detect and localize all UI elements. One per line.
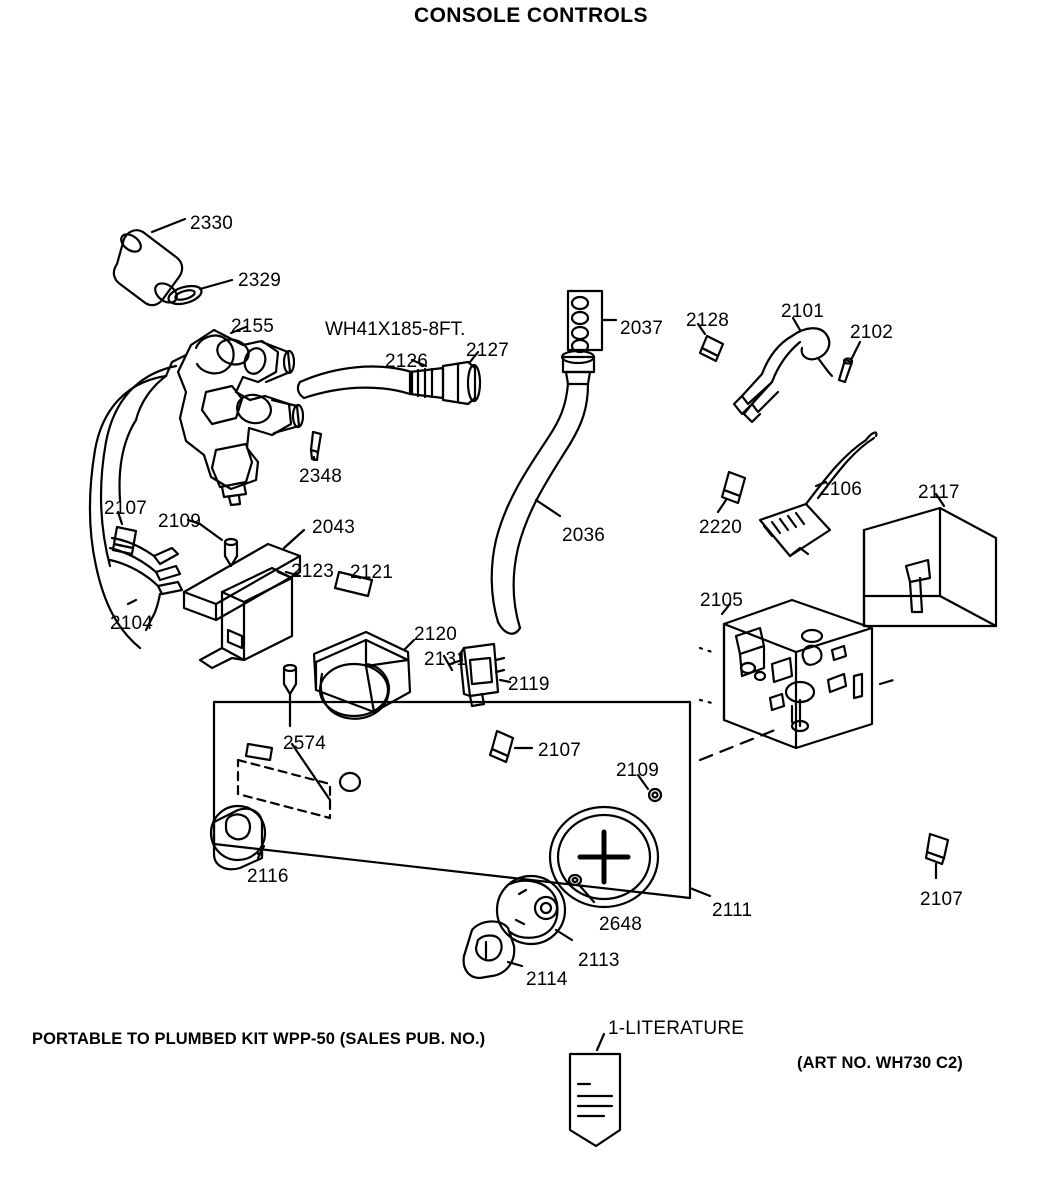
callout-2107-center: 2107	[538, 740, 582, 761]
part-2574-screw	[284, 665, 296, 694]
part-2109-screw-b	[649, 789, 661, 801]
callout-2111: 2111	[712, 900, 753, 921]
part-2120-bracket	[314, 632, 410, 719]
literature-label: 1-LITERATURE	[608, 1018, 745, 1039]
callout-2329: 2329	[238, 270, 282, 291]
callout-2574: 2574	[283, 733, 327, 754]
callout-2121: 2121	[350, 562, 394, 583]
part-2220-clip	[722, 472, 745, 503]
part-2105-module	[724, 600, 872, 748]
annotation-hose-part-number: WH41X185-8FT.	[325, 319, 466, 340]
callout-2120: 2120	[414, 624, 458, 645]
callout-2348: 2348	[299, 466, 343, 487]
callout-2116: 2116	[247, 866, 289, 887]
callout-2330: 2330	[190, 213, 234, 234]
part-2114-knob	[464, 921, 515, 978]
callout-2036: 2036	[562, 525, 606, 546]
callout-2109-upper: 2109	[158, 511, 202, 532]
part-2348-pin	[311, 432, 321, 460]
part-2101-harness	[734, 328, 832, 422]
callout-2155: 2155	[231, 316, 275, 337]
callout-2106: 2106	[819, 479, 863, 500]
callout-2102: 2102	[850, 322, 894, 343]
callout-2648: 2648	[599, 914, 643, 935]
part-2116-knob	[211, 806, 265, 869]
part-2117-cover	[864, 508, 996, 626]
footer-right-note: (ART NO. WH730 C2)	[797, 1054, 963, 1072]
callout-2101: 2101	[781, 301, 825, 322]
footer-left-note: PORTABLE TO PLUMBED KIT WPP-50 (SALES PUB. NO.)	[32, 1030, 486, 1048]
callout-2107-upper-left: 2107	[104, 498, 148, 519]
callout-2104: 2104	[110, 613, 154, 634]
part-2113-dial	[497, 876, 565, 944]
callout-2109-lower: 2109	[616, 760, 660, 781]
callout-2127: 2127	[466, 340, 510, 361]
callout-2119: 2119	[508, 674, 550, 695]
callout-2105: 2105	[700, 590, 744, 611]
part-2648-screw	[569, 875, 581, 885]
callout-2220: 2220	[699, 517, 743, 538]
callout-2043: 2043	[312, 517, 356, 538]
callout-2123: 2123	[291, 561, 335, 582]
callout-2128: 2128	[686, 310, 730, 331]
callout-2114: 2114	[526, 969, 568, 990]
part-2036-hose	[492, 351, 594, 634]
part-2330-tube	[114, 230, 182, 306]
literature-booklet	[570, 1054, 620, 1146]
part-2037-clamps	[568, 291, 602, 352]
part-2102-screw	[839, 359, 852, 383]
callout-2131: 2131	[424, 649, 468, 670]
part-2155-valve	[136, 330, 303, 505]
part-2123-switch	[200, 568, 292, 668]
callout-2037: 2037	[620, 318, 664, 339]
part-2128-clip	[700, 336, 723, 361]
callout-2113: 2113	[578, 950, 620, 971]
callout-2117: 2117	[918, 482, 960, 503]
part-2107-clip-c	[926, 834, 948, 864]
callout-2126: 2126	[385, 351, 429, 372]
part-2107-clip-b	[490, 731, 513, 762]
page-title: CONSOLE CONTROLS	[414, 4, 648, 27]
callout-2107-right: 2107	[920, 889, 964, 910]
